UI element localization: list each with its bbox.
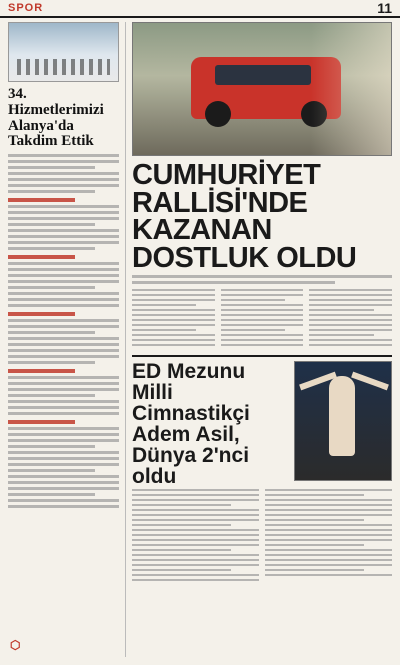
main-subheadline	[132, 275, 392, 284]
main-headline: CUMHURİYET RALLİSİ'NDE KAZANAN DOSTLUK OLDU	[132, 159, 357, 274]
second-story-headline: ED Mezunu Milli Cimnastikçi Adem Asil, Dünya 2'nci oldu	[132, 360, 250, 489]
gymnast-photo	[294, 361, 392, 481]
main-content	[132, 22, 392, 657]
page-number: 11	[377, 0, 392, 16]
sidebar-body-text	[8, 154, 119, 508]
sponsor-logo: ⬡	[10, 638, 21, 652]
second-story-columns	[132, 489, 392, 584]
section-name: SPOR	[8, 2, 44, 14]
sidebar-group-photo	[8, 22, 119, 82]
second-story	[132, 355, 392, 584]
left-sidebar-column	[8, 22, 126, 657]
rally-car-photo	[132, 22, 392, 156]
sidebar-headline: 34. Hizmetlerimizi Alanya'da Takdim Ettik	[8, 86, 104, 150]
main-story-columns	[132, 289, 392, 349]
page-folio	[0, 0, 400, 18]
